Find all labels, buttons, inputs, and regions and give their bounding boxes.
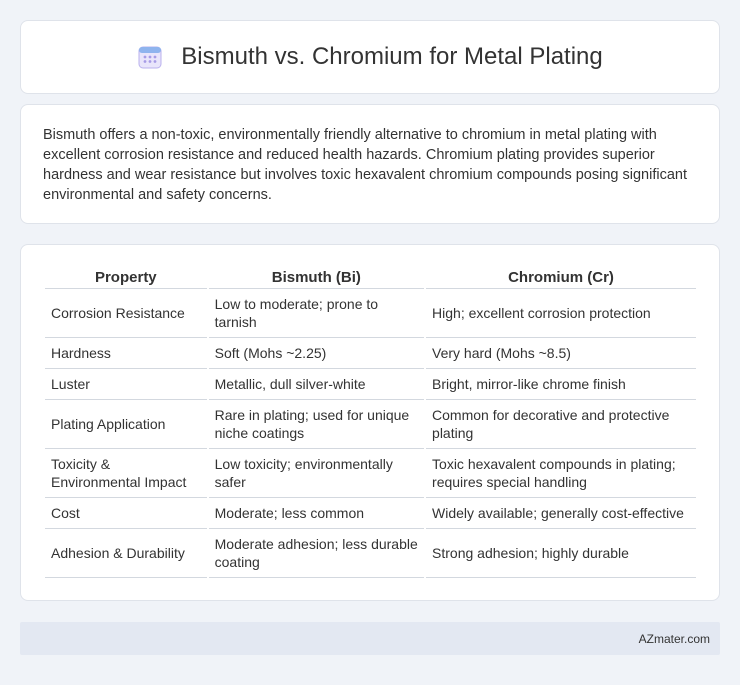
page-title: Bismuth vs. Chromium for Metal Plating	[181, 43, 603, 70]
footer-credit[interactable]: AZmater.com	[638, 631, 710, 646]
table-row	[45, 338, 696, 369]
header-bismuth: Bismuth (Bi)	[209, 265, 424, 289]
header-chromium: Chromium (Cr)	[426, 265, 696, 289]
calendar-icon	[137, 44, 163, 70]
table-header-row	[45, 265, 696, 289]
row-property: Hardness	[45, 338, 207, 369]
row-property: Adhesion & Durability	[45, 529, 207, 578]
row-bismuth: Low to moderate; prone to tarnish	[209, 289, 424, 338]
intro-text: Bismuth offers a non-toxic, environmentally friendly alternative to chromium in metal plating with excellent corrosion resistance and reduced health hazards. Chromium plating provides superior hardness and wear resistance but involves toxic hexavalent chromium compounds posing significant environmental and safety concerns.	[43, 127, 687, 203]
table-row	[45, 449, 696, 498]
row-bismuth: Soft (Mohs ~2.25)	[209, 338, 424, 369]
row-bismuth: Metallic, dull silver-white	[209, 369, 424, 400]
table-row	[45, 400, 696, 449]
table-row	[45, 529, 696, 578]
row-chromium: Toxic hexavalent compounds in plating; requires special handling	[426, 449, 696, 498]
row-property: Corrosion Resistance	[45, 289, 207, 338]
comparison-table	[43, 265, 698, 578]
row-property: Toxicity & Environmental Impact	[45, 449, 207, 498]
row-chromium: Common for decorative and protective plating	[426, 400, 696, 449]
table-row	[45, 289, 696, 338]
row-chromium: High; excellent corrosion protection	[426, 289, 696, 338]
row-bismuth: Moderate adhesion; less durable coating	[209, 529, 424, 578]
row-bismuth: Low toxicity; environmentally safer	[209, 449, 424, 498]
title-wrap	[137, 43, 602, 71]
row-chromium: Bright, mirror-like chrome finish	[426, 369, 696, 400]
row-bismuth: Rare in plating; used for unique niche coatings	[209, 400, 424, 449]
row-chromium: Widely available; generally cost-effective	[426, 498, 696, 529]
row-bismuth: Moderate; less common	[209, 498, 424, 529]
header-card	[20, 20, 720, 94]
footer	[20, 622, 720, 655]
table-card	[20, 244, 720, 601]
row-property: Plating Application	[45, 400, 207, 449]
row-chromium: Strong adhesion; highly durable	[426, 529, 696, 578]
table-row	[45, 498, 696, 529]
header-property: Property	[45, 265, 207, 289]
intro-card	[20, 104, 720, 224]
row-property: Cost	[45, 498, 207, 529]
row-property: Luster	[45, 369, 207, 400]
row-chromium: Very hard (Mohs ~8.5)	[426, 338, 696, 369]
table-row	[45, 369, 696, 400]
